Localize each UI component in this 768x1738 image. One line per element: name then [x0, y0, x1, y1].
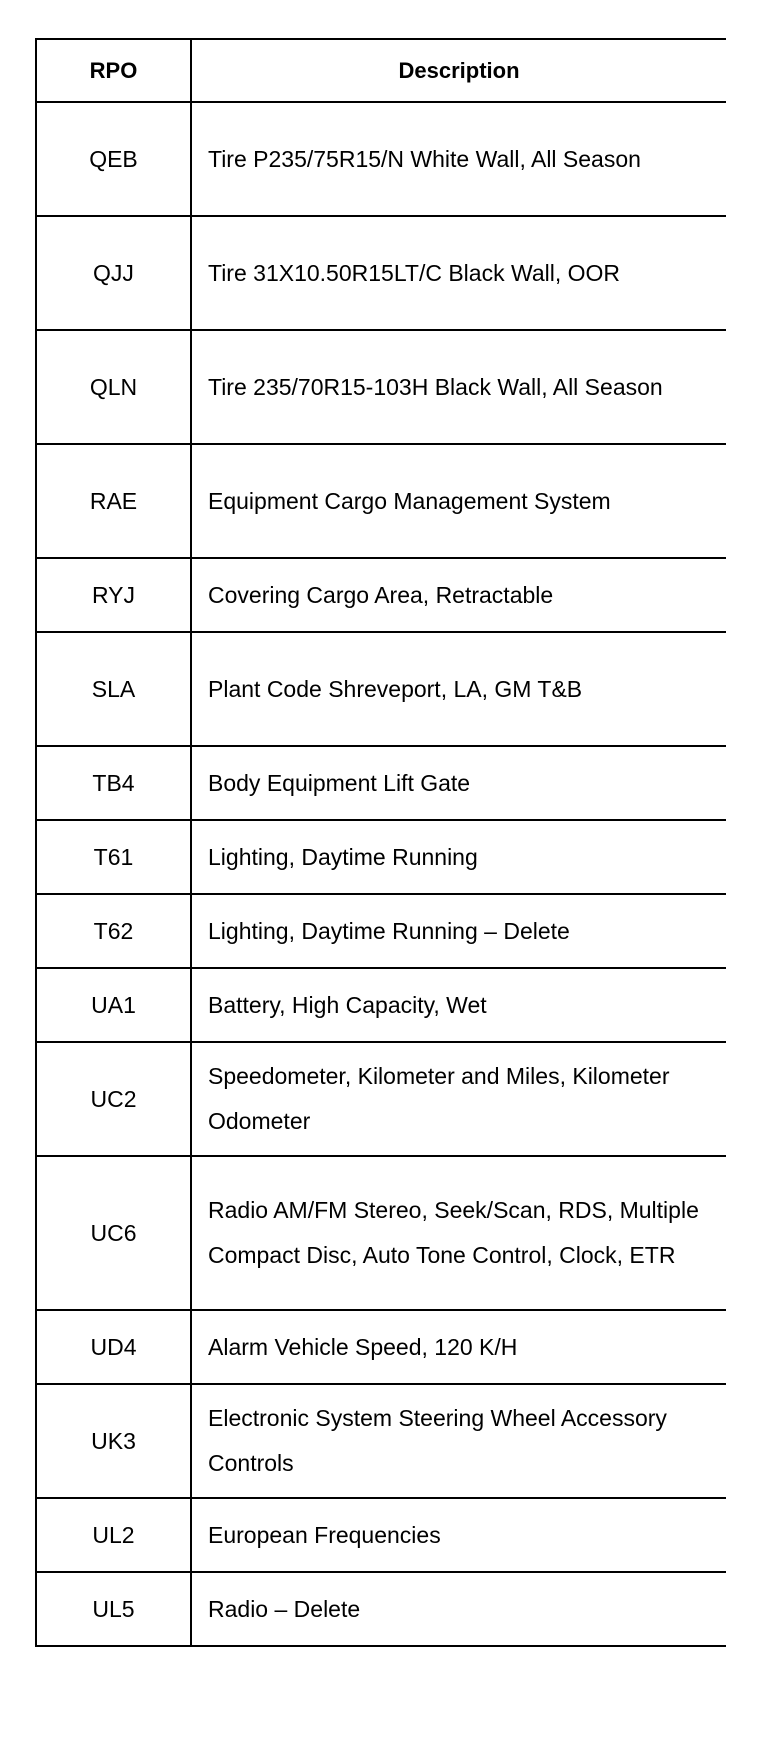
table-row [36, 102, 726, 216]
table-row [36, 444, 726, 558]
column-header-rpo: RPO [36, 39, 191, 102]
table-row [36, 1042, 726, 1156]
column-header-description: Description [191, 39, 726, 102]
table-row [36, 968, 726, 1042]
rpo-description: Battery, High Capacity, Wet [191, 968, 726, 1042]
rpo-description: Speedometer, Kilometer and Miles, Kilometer Odometer [191, 1042, 726, 1156]
rpo-code: QJJ [36, 216, 191, 330]
rpo-description: Lighting, Daytime Running [191, 820, 726, 894]
table-row [36, 558, 726, 632]
rpo-code: T61 [36, 820, 191, 894]
table-row [36, 1384, 726, 1498]
rpo-description: Tire 31X10.50R15LT/C Black Wall, OOR [191, 216, 726, 330]
rpo-description: Radio AM/FM Stereo, Seek/Scan, RDS, Multiple Compact Disc, Auto Tone Control, Clock, ETR [191, 1156, 726, 1310]
table-row [36, 820, 726, 894]
table-row [36, 632, 726, 746]
rpo-description: European Frequencies [191, 1498, 726, 1572]
rpo-description: Tire P235/75R15/N White Wall, All Season [191, 102, 726, 216]
table-row [36, 216, 726, 330]
rpo-code: T62 [36, 894, 191, 968]
rpo-table [35, 38, 726, 1647]
rpo-code: QEB [36, 102, 191, 216]
rpo-description: Electronic System Steering Wheel Accessory Controls [191, 1384, 726, 1498]
rpo-description: Covering Cargo Area, Retractable [191, 558, 726, 632]
rpo-description: Body Equipment Lift Gate [191, 746, 726, 820]
rpo-code: UL2 [36, 1498, 191, 1572]
rpo-description: Tire 235/70R15-103H Black Wall, All Season [191, 330, 726, 444]
table-row [36, 330, 726, 444]
rpo-description: Equipment Cargo Management System [191, 444, 726, 558]
table-row [36, 746, 726, 820]
rpo-code: QLN [36, 330, 191, 444]
rpo-code: SLA [36, 632, 191, 746]
rpo-code: UK3 [36, 1384, 191, 1498]
rpo-description: Plant Code Shreveport, LA, GM T&B [191, 632, 726, 746]
rpo-description: Lighting, Daytime Running – Delete [191, 894, 726, 968]
rpo-code: UL5 [36, 1572, 191, 1646]
rpo-description: Alarm Vehicle Speed, 120 K/H [191, 1310, 726, 1384]
table-row [36, 1498, 726, 1572]
rpo-code: UC6 [36, 1156, 191, 1310]
table-row [36, 1156, 726, 1310]
rpo-code: UC2 [36, 1042, 191, 1156]
rpo-code: UD4 [36, 1310, 191, 1384]
rpo-code: RYJ [36, 558, 191, 632]
table-header-row [36, 39, 726, 102]
rpo-code: TB4 [36, 746, 191, 820]
rpo-code: UA1 [36, 968, 191, 1042]
table-row [36, 1572, 726, 1646]
table-row [36, 1310, 726, 1384]
rpo-code: RAE [36, 444, 191, 558]
table-row [36, 894, 726, 968]
rpo-description: Radio – Delete [191, 1572, 726, 1646]
